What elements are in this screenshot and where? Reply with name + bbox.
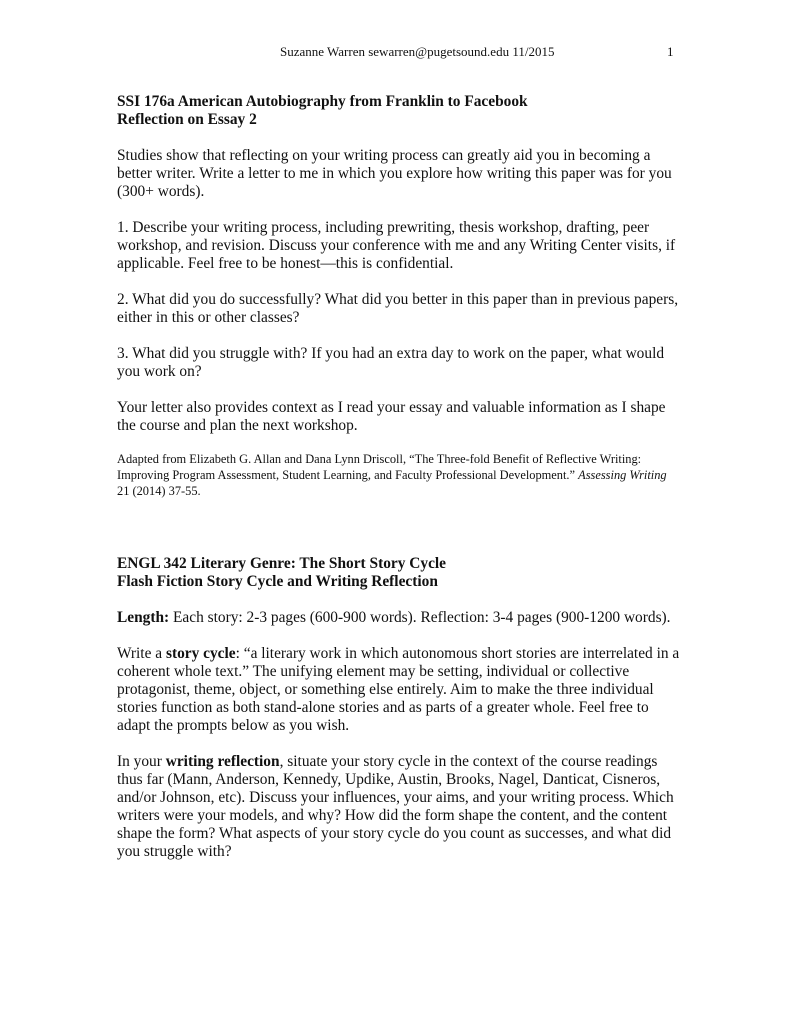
story-cycle-paragraph [117,645,682,735]
citation-journal: Assessing Writing [578,468,667,482]
cycle-pre: Write a [117,645,166,662]
question-3: 3. What did you struggle with? If you had an extra day to work on the paper, what would you work on? [117,345,665,380]
page-number: 1 [667,44,674,59]
section1-intro: Studies show that reflecting on your writing process can greatly aid you in becoming a better writer. Write a letter to me in which you explore how writing this paper was for you (300+ words). [117,147,672,200]
citation [117,451,682,499]
citation-authors-title: Adapted from Elizabeth G. Allan and Dana Lynn Driscoll, “The Three-fold Benefit of Reflective Writing: Improving Program Assessment, Student Learning, and Faculty Professional Development.” [117,452,642,482]
page-header [0,44,791,64]
reflection-term: writing reflection [165,753,280,770]
writing-reflection-paragraph [117,753,682,861]
section2-subtitle: Flash Fiction Story Cycle and Writing Reflection [117,573,438,590]
section-engl-342 [117,555,682,861]
reflection-pre: In your [117,753,166,770]
section-ssi-176a [117,93,682,499]
cycle-term: story cycle [165,645,236,662]
cycle-post: : “a literary work in which autonomous short stories are interrelated in a coherent whole text.” The unifying element may be setting, individual or collective protagonist, theme, object, or something else entirely. Aim to make the three individual stories function as both stand-alone stories and as parts of a greater whole. Feel free to adapt the prompts below as you wish. [117,645,680,734]
header-author-info: Suzanne Warren sewarren@pugetsound.edu 11/2015 [280,44,555,59]
document-body [117,93,682,861]
question-1: 1. Describe your writing process, including prewriting, thesis workshop, drafting, peer workshop, and revision. Discuss your conference with me and any Writing Center visits, if applicable. Feel free to be honest—this is confidential. [117,219,676,272]
section1-closing: Your letter also provides context as I read your essay and valuable information as I shape the course and plan the next workshop. [117,399,666,434]
question-2: 2. What did you do successfully? What did you better in this paper than in previous papers, either in this or other classes? [117,291,679,326]
section1-subtitle: Reflection on Essay 2 [117,111,257,128]
length-text: Each story: 2-3 pages (600-900 words). Reflection: 3-4 pages (900-1200 words). [169,609,671,626]
section1-title: SSI 176a American Autobiography from Franklin to Facebook [117,93,528,110]
length-label: Length: [117,609,170,626]
reflection-post: , situate your story cycle in the context of the course readings thus far (Mann, Anderson, Kennedy, Updike, Austin, Brooks, Nagel, Danticat, Cisneros, and/or Johnson, etc). Discuss your influences, your aims, and your writing process. Which writers were your models, and why? How did the form shape the content, and the content shape the form? What aspects of your story cycle do you count as successes, and what did you struggle with? [117,753,674,860]
section2-title: ENGL 342 Literary Genre: The Short Story Cycle [117,555,447,572]
length-requirement [117,609,682,627]
citation-volume: 21 (2014) 37-55. [117,484,201,498]
